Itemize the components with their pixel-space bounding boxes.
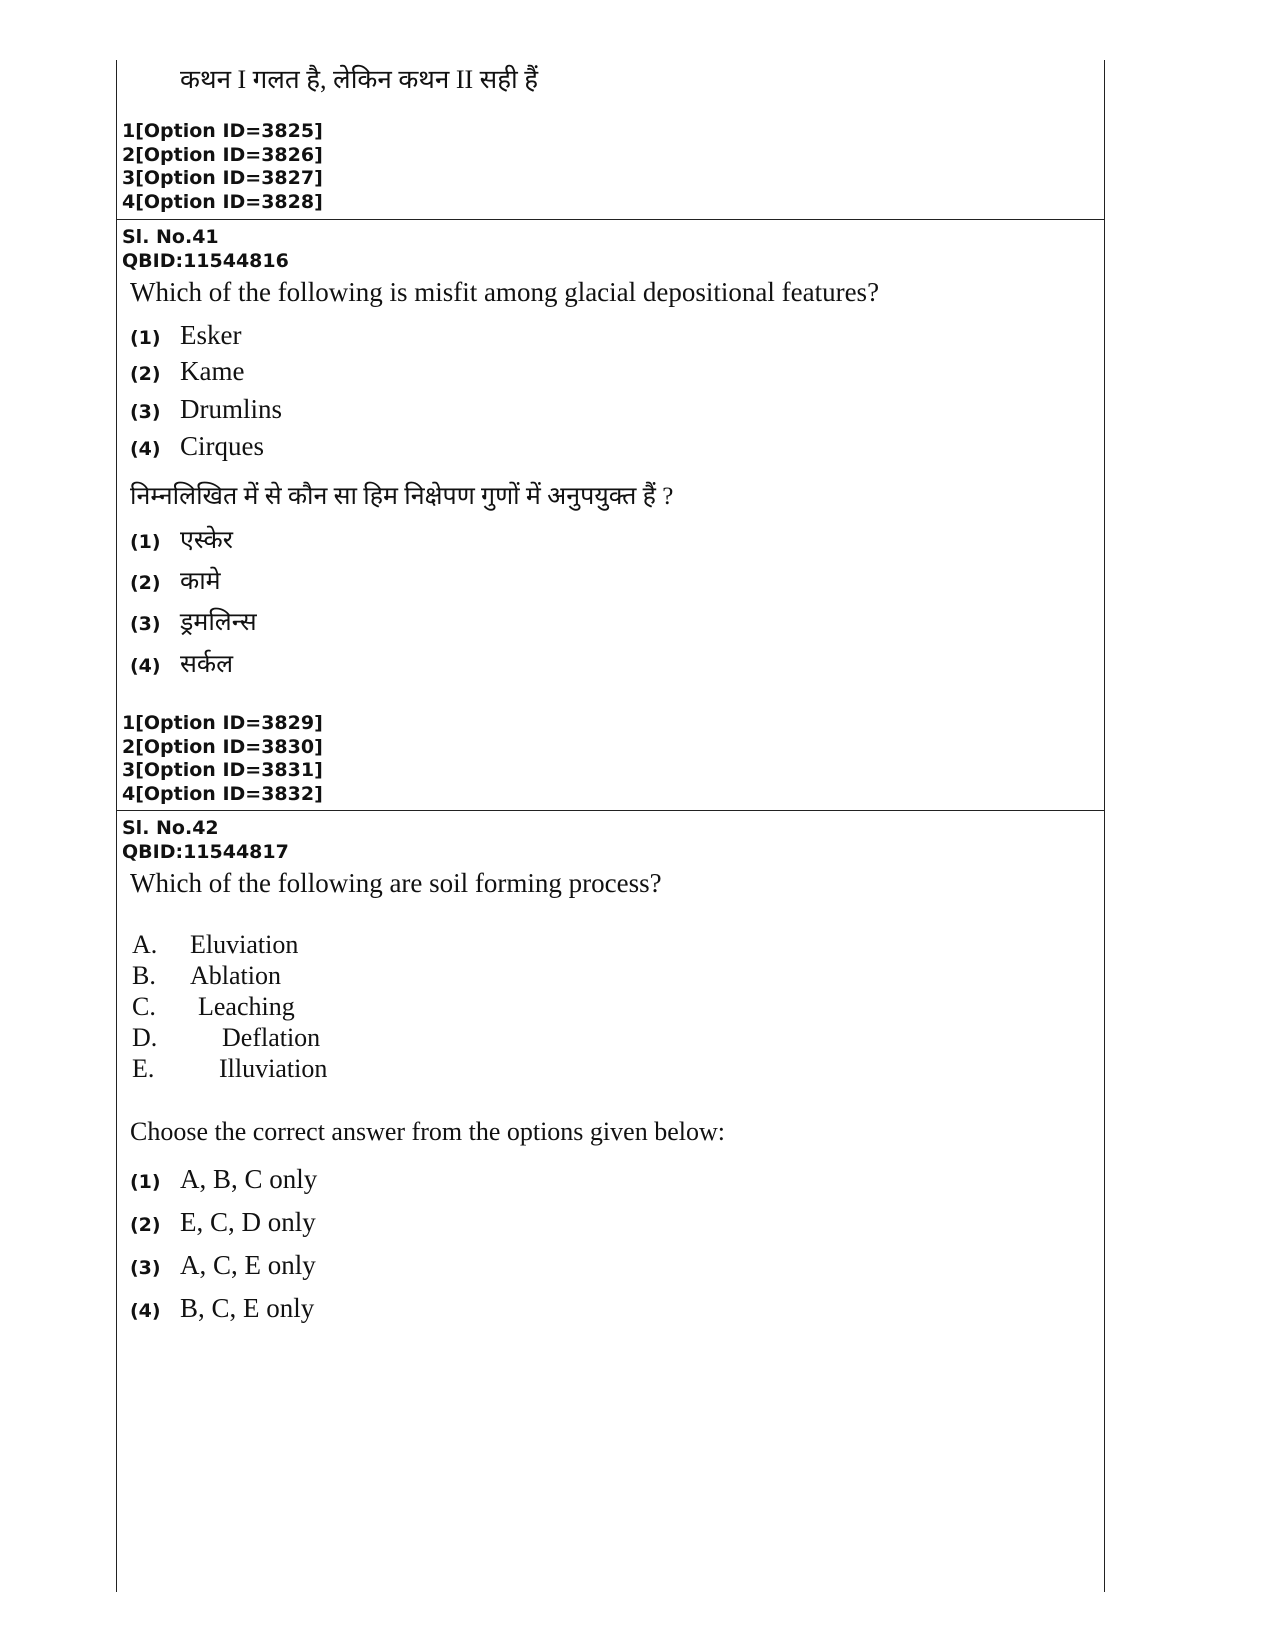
option-number: (3) xyxy=(130,401,161,423)
option-id-3: 3[Option ID=3831] xyxy=(122,759,323,781)
option-text: A, C, E only xyxy=(180,1250,316,1280)
q42-statement-b xyxy=(132,961,281,991)
statement-key: B. xyxy=(132,961,156,990)
q41-question-en: Which of the following is misfit among glacial depositional features? xyxy=(130,277,880,307)
q41-option-hi-1 xyxy=(130,522,233,556)
divider-middle xyxy=(116,810,1105,811)
q42-statement-a xyxy=(132,930,298,960)
option-text: B, C, E only xyxy=(180,1293,315,1323)
q42-option-2 xyxy=(130,1207,316,1238)
q41-qbid: QBID:11544816 xyxy=(122,249,289,272)
option-text: Drumlins xyxy=(180,394,283,424)
option-number: (4) xyxy=(130,655,161,677)
option-number: (4) xyxy=(130,438,161,460)
q41-sl-no: Sl. No.41 xyxy=(122,226,219,248)
option-text: ड्रमलिन्स xyxy=(180,609,257,636)
q41-option-en-1 xyxy=(130,320,241,351)
statement-key: E. xyxy=(132,1054,155,1083)
option-number: (2) xyxy=(130,1214,161,1236)
option-number: (2) xyxy=(130,363,161,385)
q41-option-hi-4 xyxy=(130,646,233,680)
q42-question-en: Which of the following are soil forming process? xyxy=(130,868,662,898)
q41-question-hi: निम्नलिखित में से कौन सा हिम निक्षेपण गुणों में अनुपयुक्त हैं ? xyxy=(130,483,674,510)
q42-instruction: Choose the correct answer from the options given below: xyxy=(130,1117,725,1146)
option-text: Kame xyxy=(180,356,245,386)
statement-key: A. xyxy=(132,930,158,959)
option-text: एस्केर xyxy=(180,527,233,554)
statement-text: Eluviation xyxy=(190,930,299,959)
q42-option-3 xyxy=(130,1250,316,1281)
option-number: (2) xyxy=(130,572,161,594)
q41-option-en-2 xyxy=(130,356,244,387)
statement-text: Illuviation xyxy=(219,1054,328,1083)
option-id-4: 4[Option ID=3832] xyxy=(122,782,323,805)
divider-top xyxy=(116,219,1105,220)
q41-option-ids xyxy=(122,712,323,806)
q41-option-hi-2 xyxy=(130,563,221,597)
q41-option-hi-3 xyxy=(130,604,257,638)
q42-statement-d xyxy=(132,1023,320,1053)
previous-option-ids xyxy=(122,120,323,214)
option-id-1: 1[Option ID=3829] xyxy=(122,712,323,734)
option-number: (1) xyxy=(130,1171,161,1193)
option-id-1: 1[Option ID=3825] xyxy=(122,120,323,142)
option-id-3: 3[Option ID=3827] xyxy=(122,167,323,189)
option-text: E, C, D only xyxy=(180,1207,316,1237)
option-text: Esker xyxy=(180,320,242,350)
q41-header xyxy=(122,226,289,273)
q42-sl-no: Sl. No.42 xyxy=(122,817,219,839)
option-id-4: 4[Option ID=3828] xyxy=(122,190,323,213)
statement-key: C. xyxy=(132,992,156,1021)
previous-statement-line: कथन I गलत है, लेकिन कथन II सही हैं xyxy=(180,65,539,94)
q42-header xyxy=(122,817,289,864)
option-number: (3) xyxy=(130,613,161,635)
q42-statement-c xyxy=(132,992,295,1022)
option-id-2: 2[Option ID=3826] xyxy=(122,143,323,166)
q42-statement-e xyxy=(132,1054,327,1084)
q42-option-4 xyxy=(130,1293,314,1324)
option-text: कामे xyxy=(180,568,221,595)
statement-key: D. xyxy=(132,1023,158,1052)
option-text: सर्कल xyxy=(180,651,234,678)
q41-option-en-4 xyxy=(130,431,264,462)
option-number: (1) xyxy=(130,327,161,349)
option-id-2: 2[Option ID=3830] xyxy=(122,735,323,758)
statement-text: Ablation xyxy=(190,961,281,990)
option-number: (1) xyxy=(130,531,161,553)
q42-qbid: QBID:11544817 xyxy=(122,840,289,863)
option-text: Cirques xyxy=(180,431,264,461)
q41-option-en-3 xyxy=(130,394,282,425)
option-number: (4) xyxy=(130,1300,161,1322)
option-text: A, B, C only xyxy=(180,1164,318,1194)
statement-text: Deflation xyxy=(222,1023,321,1052)
option-number: (3) xyxy=(130,1257,161,1279)
statement-text: Leaching xyxy=(198,992,295,1021)
q42-option-1 xyxy=(130,1164,317,1195)
